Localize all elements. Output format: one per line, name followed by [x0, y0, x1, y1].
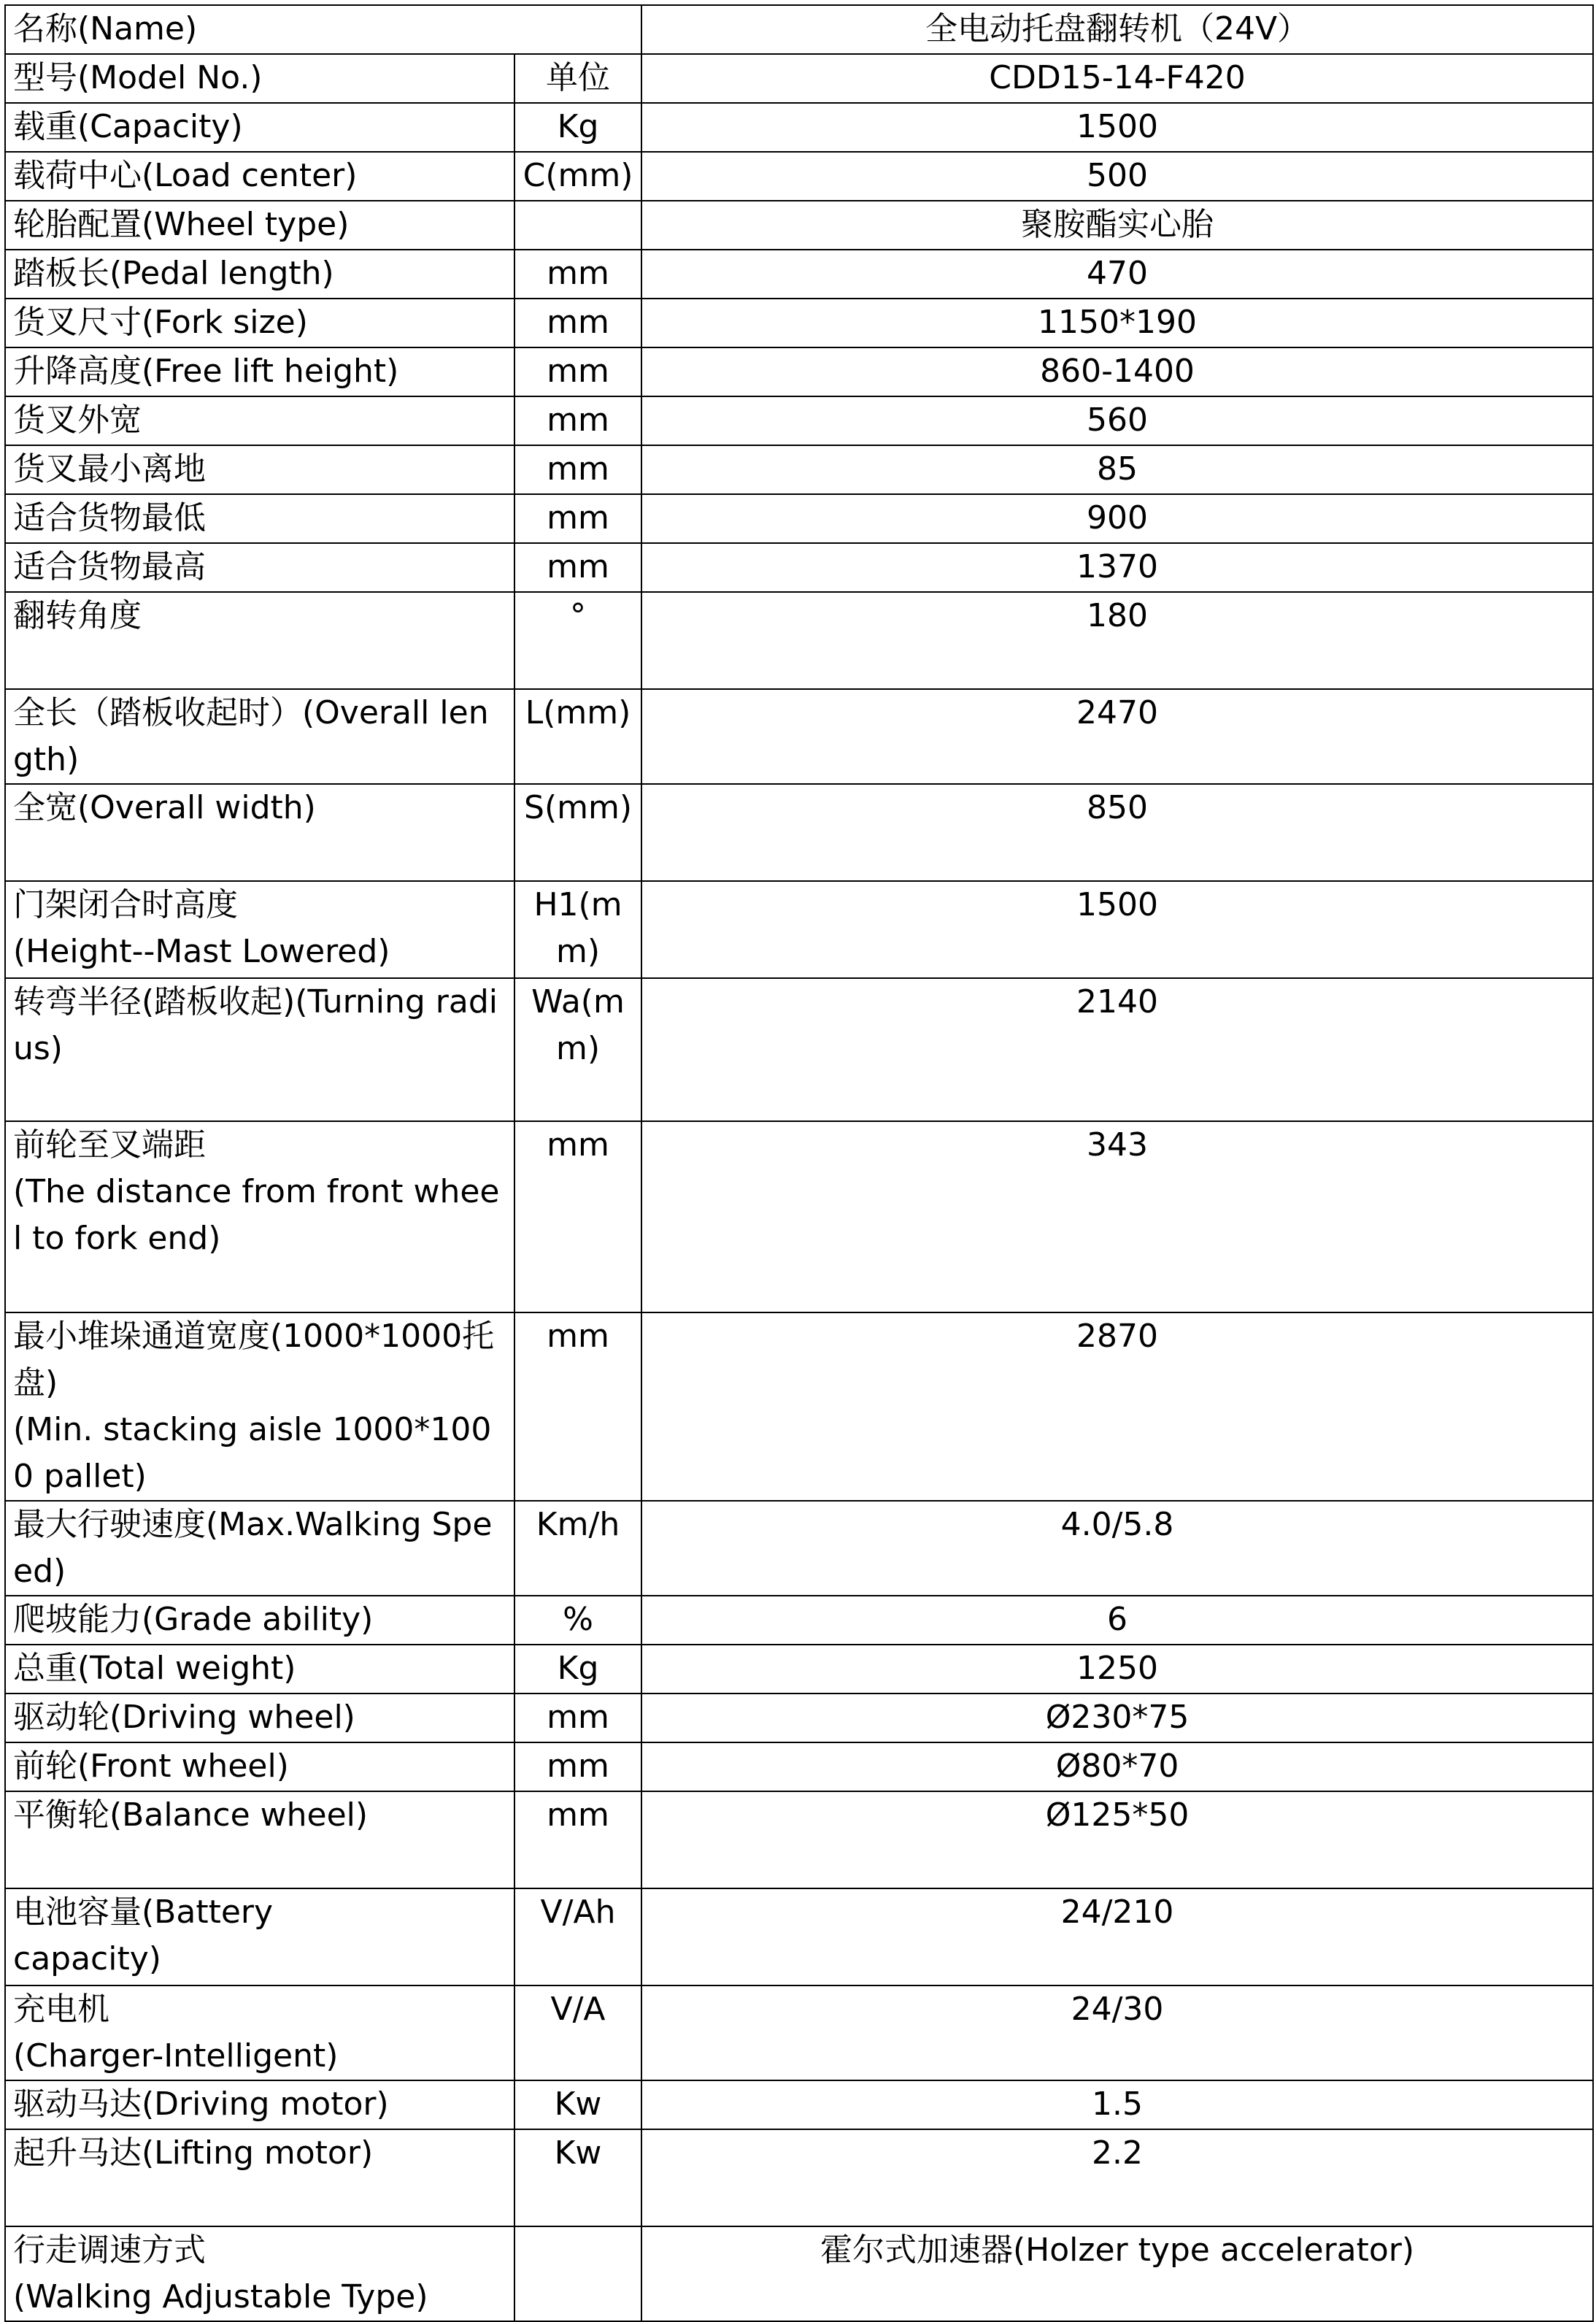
model-label: 型号(Model No.) — [5, 54, 514, 103]
spec-row — [5, 1694, 1593, 1742]
spec-value: 500 — [641, 152, 1593, 201]
spec-label: 翻转角度 — [5, 592, 514, 689]
spec-value: 2140 — [641, 978, 1593, 1121]
spec-row — [5, 250, 1593, 299]
spec-label: 适合货物最低 — [5, 494, 514, 543]
spec-unit: mm — [514, 1121, 641, 1312]
spec-value: Ø80*70 — [641, 1742, 1593, 1791]
spec-label: 升降高度(Free lift height) — [5, 347, 514, 396]
spec-label: 充电机 (Charger-Intelligent) — [5, 1985, 514, 2080]
spec-row — [5, 347, 1593, 396]
spec-unit: Km/h — [514, 1501, 641, 1596]
spec-label: 轮胎配置(Wheel type) — [5, 201, 514, 250]
spec-value: 2870 — [641, 1312, 1593, 1501]
spec-label: 爬坡能力(Grade ability) — [5, 1596, 514, 1645]
spec-unit: mm — [514, 445, 641, 494]
spec-value: 1500 — [641, 881, 1593, 978]
product-name: 全电动托盘翻转机（24V） — [641, 5, 1593, 54]
spec-row — [5, 1645, 1593, 1694]
spec-label: 最大行驶速度(Max.Walking Speed) — [5, 1501, 514, 1596]
spec-label: 电池容量(Battery capacity) — [5, 1888, 514, 1985]
spec-unit: Kg — [514, 103, 641, 152]
spec-unit: mm — [514, 543, 641, 592]
spec-label: 全宽(Overall width) — [5, 784, 514, 881]
spec-label: 最小堆垛通道宽度(1000*1000托盘) (Min. stacking aisle 1000*1000 pallet) — [5, 1312, 514, 1501]
spec-row — [5, 2080, 1593, 2129]
spec-value: 24/30 — [641, 1985, 1593, 2080]
spec-label: 全长（踏板收起时）(Overall length) — [5, 689, 514, 784]
spec-row — [5, 494, 1593, 543]
spec-value: 850 — [641, 784, 1593, 881]
spec-label: 驱动轮(Driving wheel) — [5, 1694, 514, 1742]
name-row — [5, 5, 1593, 54]
spec-row — [5, 2226, 1593, 2321]
spec-unit: mm — [514, 1312, 641, 1501]
spec-value: 1250 — [641, 1645, 1593, 1694]
spec-value: 2470 — [641, 689, 1593, 784]
spec-unit: Kw — [514, 2080, 641, 2129]
spec-value: 343 — [641, 1121, 1593, 1312]
spec-row — [5, 592, 1593, 689]
spec-unit: Wa(mm) — [514, 978, 641, 1121]
spec-label: 载荷中心(Load center) — [5, 152, 514, 201]
spec-row — [5, 1501, 1593, 1596]
spec-value: 2.2 — [641, 2129, 1593, 2226]
spec-unit: mm — [514, 396, 641, 445]
spec-unit: mm — [514, 1791, 641, 1888]
name-label: 名称(Name) — [5, 5, 641, 54]
spec-row — [5, 103, 1593, 152]
unit-header: 单位 — [514, 54, 641, 103]
spec-row — [5, 784, 1593, 881]
spec-unit: mm — [514, 250, 641, 299]
spec-unit — [514, 2226, 641, 2321]
spec-value: 聚胺酯实心胎 — [641, 201, 1593, 250]
spec-label: 总重(Total weight) — [5, 1645, 514, 1694]
spec-unit: H1(mm) — [514, 881, 641, 978]
model-number: CDD15-14-F420 — [641, 54, 1593, 103]
spec-label: 载重(Capacity) — [5, 103, 514, 152]
spec-value: Ø230*75 — [641, 1694, 1593, 1742]
spec-row — [5, 978, 1593, 1121]
spec-value: Ø125*50 — [641, 1791, 1593, 1888]
spec-label: 货叉最小离地 — [5, 445, 514, 494]
spec-value: 霍尔式加速器(Holzer type accelerator) — [641, 2226, 1593, 2321]
spec-unit: Kg — [514, 1645, 641, 1694]
spec-value: 24/210 — [641, 1888, 1593, 1985]
spec-sheet — [4, 4, 1592, 2322]
spec-value: 1150*190 — [641, 299, 1593, 347]
spec-row — [5, 299, 1593, 347]
spec-row — [5, 2129, 1593, 2226]
spec-row — [5, 396, 1593, 445]
spec-row — [5, 1985, 1593, 2080]
spec-unit — [514, 201, 641, 250]
spec-label: 平衡轮(Balance wheel) — [5, 1791, 514, 1888]
spec-value: 560 — [641, 396, 1593, 445]
spec-unit: mm — [514, 494, 641, 543]
spec-unit: mm — [514, 299, 641, 347]
spec-value: 180 — [641, 592, 1593, 689]
spec-row — [5, 689, 1593, 784]
spec-unit: V/A — [514, 1985, 641, 2080]
spec-row — [5, 1121, 1593, 1312]
spec-row — [5, 881, 1593, 978]
spec-row — [5, 1596, 1593, 1645]
spec-value: 900 — [641, 494, 1593, 543]
spec-value: 6 — [641, 1596, 1593, 1645]
spec-unit: V/Ah — [514, 1888, 641, 1985]
spec-row — [5, 152, 1593, 201]
spec-label: 行走调速方式 (Walking Adjustable Type) — [5, 2226, 514, 2321]
spec-unit: ° — [514, 592, 641, 689]
spec-label: 起升马达(Lifting motor) — [5, 2129, 514, 2226]
spec-label: 货叉外宽 — [5, 396, 514, 445]
spec-value: 1.5 — [641, 2080, 1593, 2129]
spec-value: 860-1400 — [641, 347, 1593, 396]
spec-value: 85 — [641, 445, 1593, 494]
spec-label: 前轮(Front wheel) — [5, 1742, 514, 1791]
spec-unit: Kw — [514, 2129, 641, 2226]
spec-unit: S(mm) — [514, 784, 641, 881]
spec-label: 驱动马达(Driving motor) — [5, 2080, 514, 2129]
spec-value: 4.0/5.8 — [641, 1501, 1593, 1596]
spec-label: 货叉尺寸(Fork size) — [5, 299, 514, 347]
spec-value: 1500 — [641, 103, 1593, 152]
spec-unit: mm — [514, 1742, 641, 1791]
spec-value: 470 — [641, 250, 1593, 299]
spec-row — [5, 543, 1593, 592]
spec-label: 门架闭合时高度 (Height--Mast Lowered) — [5, 881, 514, 978]
spec-label: 前轮至叉端距 (The distance from front wheel to fork end) — [5, 1121, 514, 1312]
spec-row — [5, 201, 1593, 250]
spec-label: 踏板长(Pedal length) — [5, 250, 514, 299]
spec-row — [5, 1742, 1593, 1791]
spec-unit: mm — [514, 1694, 641, 1742]
spec-row — [5, 1312, 1593, 1501]
model-row — [5, 54, 1593, 103]
spec-row — [5, 445, 1593, 494]
spec-value: 1370 — [641, 543, 1593, 592]
spec-unit: % — [514, 1596, 641, 1645]
spec-unit: mm — [514, 347, 641, 396]
spec-label: 适合货物最高 — [5, 543, 514, 592]
spec-unit: L(mm) — [514, 689, 641, 784]
spec-unit: C(mm) — [514, 152, 641, 201]
spec-row — [5, 1888, 1593, 1985]
spec-label: 转弯半径(踏板收起)(Turning radius) — [5, 978, 514, 1121]
spec-table — [4, 4, 1594, 2322]
spec-row — [5, 1791, 1593, 1888]
